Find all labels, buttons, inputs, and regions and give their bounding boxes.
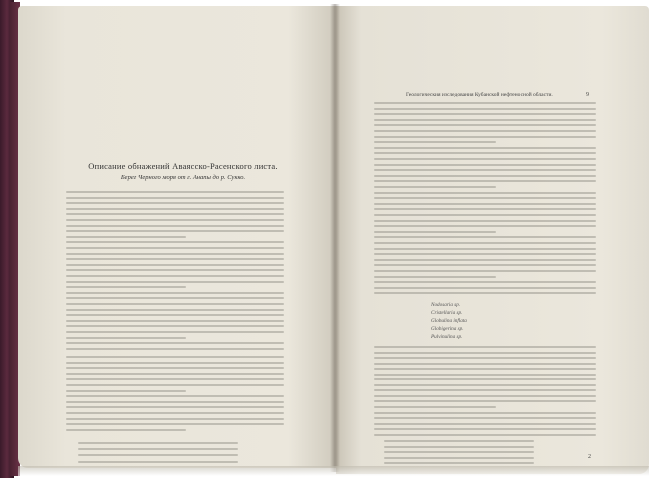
text-line (374, 281, 596, 283)
text-line (66, 258, 284, 260)
text-line (66, 337, 186, 339)
text-line (66, 213, 284, 215)
text-line (374, 208, 596, 210)
text-line (66, 373, 284, 375)
text-line (374, 180, 596, 182)
text-line (374, 276, 496, 278)
text-line (374, 368, 596, 370)
text-line (66, 331, 284, 333)
text-line (374, 389, 596, 391)
text-line (374, 357, 596, 359)
text-line (374, 412, 596, 414)
text-line (66, 342, 284, 344)
text-line (78, 448, 238, 450)
fossil-list-item: Cristellaria sp. (431, 310, 463, 316)
text-line (374, 270, 596, 272)
text-line (374, 253, 596, 255)
text-line (66, 281, 284, 283)
text-line (374, 346, 596, 348)
text-line (374, 158, 596, 160)
text-line (374, 203, 596, 205)
text-line (374, 152, 596, 154)
text-line (374, 231, 496, 233)
text-line (374, 259, 596, 261)
text-line (66, 367, 284, 369)
text-line (374, 423, 596, 425)
text-line (66, 230, 284, 232)
text-line (374, 119, 596, 121)
right-page (336, 6, 649, 474)
text-line (66, 423, 284, 425)
footer-marker: 2 (588, 454, 591, 460)
text-line (66, 348, 284, 350)
text-line (374, 400, 596, 402)
text-line (66, 191, 284, 193)
book-gutter-shadow (330, 4, 340, 472)
text-line (66, 208, 284, 210)
text-line (374, 287, 596, 289)
text-line (66, 275, 284, 277)
text-line (66, 236, 186, 238)
text-line (374, 292, 596, 294)
text-line (374, 192, 596, 194)
text-line (374, 136, 596, 138)
text-line (374, 175, 596, 177)
text-line (66, 325, 284, 327)
text-line (384, 446, 534, 448)
text-line (374, 428, 596, 430)
text-line (66, 269, 284, 271)
text-line (374, 395, 596, 397)
text-line (384, 457, 534, 459)
text-line (384, 451, 534, 453)
text-line (78, 442, 238, 444)
text-line (374, 113, 596, 115)
text-line (66, 247, 284, 249)
text-line (374, 363, 596, 365)
text-line (66, 390, 186, 392)
text-line (374, 169, 596, 171)
text-line (66, 412, 284, 414)
text-line (374, 108, 596, 110)
text-line (66, 297, 284, 299)
fossil-list-item: Pulvinulina sp. (431, 334, 463, 340)
fossil-list-item: Globulina inflata (431, 318, 467, 324)
text-line (66, 384, 284, 386)
text-line (374, 214, 596, 216)
text-line (66, 320, 284, 322)
text-line (66, 309, 284, 311)
text-line (66, 253, 284, 255)
text-line (66, 197, 284, 199)
text-line (66, 401, 284, 403)
text-line (374, 124, 596, 126)
text-line (66, 314, 284, 316)
text-line (78, 461, 238, 463)
fossil-list-item: Globigerina sp. (431, 326, 464, 332)
text-line (66, 395, 284, 397)
fossil-list-item: Nodosaria sp. (431, 302, 461, 308)
page-edge-shadow (18, 466, 649, 476)
page-number: 9 (586, 92, 589, 98)
text-line (66, 264, 284, 266)
text-line (66, 241, 284, 243)
text-line (374, 130, 596, 132)
text-line (66, 418, 284, 420)
text-line (374, 236, 596, 238)
text-line (384, 462, 534, 464)
text-line (66, 429, 186, 431)
section-title: Описание обнажений Аваясско-Расенского листа. (88, 161, 278, 171)
text-line (374, 378, 596, 380)
text-line (66, 225, 284, 227)
text-line (374, 417, 596, 419)
text-line (66, 362, 284, 364)
text-line (374, 186, 496, 188)
text-line (374, 374, 596, 376)
text-line (374, 147, 596, 149)
text-line (374, 220, 596, 222)
text-line (66, 202, 284, 204)
text-line (374, 406, 496, 408)
text-line (374, 225, 596, 227)
text-line (374, 141, 496, 143)
text-line (66, 378, 284, 380)
text-line (66, 292, 284, 294)
text-line (374, 197, 596, 199)
text-line (66, 406, 284, 408)
running-head: Геологическия изследования Кубанской нефтеносной области. (406, 92, 553, 98)
text-line (374, 242, 596, 244)
text-line (66, 286, 186, 288)
text-line (66, 219, 284, 221)
text-line (374, 164, 596, 166)
text-line (374, 264, 596, 266)
text-line (374, 434, 596, 436)
text-line (374, 384, 596, 386)
left-page (18, 6, 336, 468)
section-subtitle: Берег Черного моря от г. Анапы до р. Сукко. (120, 174, 246, 181)
text-line (66, 356, 284, 358)
text-line (374, 248, 596, 250)
text-line (78, 454, 238, 456)
text-line (374, 352, 596, 354)
text-line (66, 303, 284, 305)
text-line (384, 440, 534, 442)
text-line (374, 102, 596, 104)
